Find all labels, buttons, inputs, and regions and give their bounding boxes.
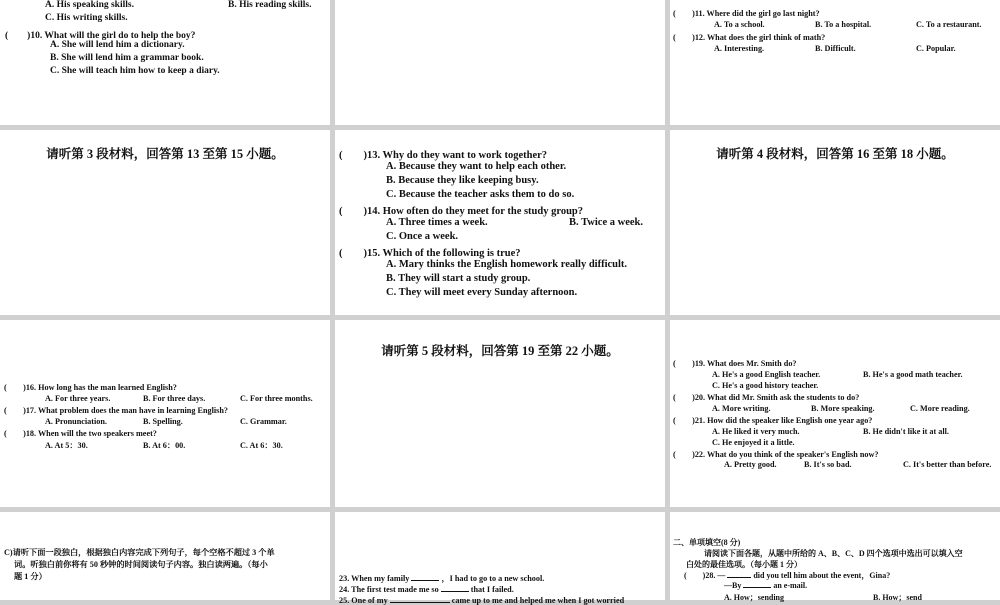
q9-option-b: B. His reading skills. <box>228 0 312 10</box>
single-choice-instruction-line1: 请阅读下面各题，从题中所给的 A、B、C、D 四个选项中选出可以填入空 <box>704 549 963 558</box>
q11-option-a: A. To a school. <box>714 20 765 29</box>
q14-option-a: A. Three times a week. <box>386 217 488 228</box>
q9-option-c: C. His writing skills. <box>45 13 128 23</box>
panel-section3-heading <box>0 130 330 315</box>
part-c-instruction-line1: C)请听下面一段独白，根据独白内容完成下列句子，每个空格不超过 3 个单 <box>4 548 275 557</box>
q10-question: ( )10. What will the girl do to help the boy? <box>5 31 196 41</box>
q9-option-a: A. His speaking skills. <box>45 0 134 10</box>
q22-option-c: C. It's better than before. <box>903 460 992 469</box>
q12-option-c: C. Popular. <box>916 44 956 53</box>
q23-text-after: ，I had to go to a new school. <box>441 574 545 583</box>
q20-question: ( )20. What did Mr. Smith ask the students to do? <box>673 393 860 402</box>
section-title-single-choice: 二、单项填空(8 分) <box>673 538 741 547</box>
q17-option-c: C. Grammar. <box>240 417 287 426</box>
q23-blank[interactable] <box>411 580 439 581</box>
q21-option-a: A. He liked it very much. <box>712 427 800 436</box>
q25-sentence <box>339 596 624 605</box>
q18-option-a: A. At 5：30. <box>45 441 88 450</box>
q22-question: ( )22. What do you think of the speaker's English now? <box>673 450 879 459</box>
q19-question: ( )19. What does Mr. Smith do? <box>673 359 797 368</box>
q20-option-c: C. More reading. <box>910 404 970 413</box>
q14-option-c: C. Once a week. <box>386 231 459 242</box>
q21-option-b: B. He didn't like it at all. <box>863 427 949 436</box>
q20-option-a: A. More writing. <box>712 404 771 413</box>
part-c-instruction-line2: 词。听独白前你将有 50 秒钟的时间阅读句子内容。独白读两遍。（每小 <box>14 560 268 569</box>
q18-option-c: C. At 6：30. <box>240 441 283 450</box>
q24-text-before: 24. The first test made me so <box>339 585 439 594</box>
q17-option-b: B. Spelling. <box>143 417 183 426</box>
q15-option-b: B. They will start a study group. <box>386 273 531 284</box>
q13-option-a: A. Because they want to help each other. <box>386 161 567 172</box>
q28-question <box>684 570 890 581</box>
q28-reply-blank[interactable] <box>743 587 771 588</box>
q14-option-b: B. Twice a week. <box>569 217 643 228</box>
section4-heading: 请听第 4 段材料，回答第 16 至第 18 小题。 <box>716 147 954 161</box>
panel-q9-q10 <box>0 0 330 125</box>
q10-option-a: A. She will lend him a dictionary. <box>50 40 185 50</box>
q19-option-b: B. He's a good math teacher. <box>863 370 963 379</box>
q13-question: ( )13. Why do they want to work together? <box>339 150 548 161</box>
single-choice-instruction-line2: 白处的最佳选项。（每小题 1 分） <box>686 560 802 569</box>
q28-option-a: A. How；sending <box>724 593 785 602</box>
section3-heading: 请听第 3 段材料，回答第 13 至第 15 小题。 <box>46 147 284 161</box>
q15-question: ( )15. Which of the following is true? <box>339 248 521 259</box>
q22-option-b: B. It's so bad. <box>804 460 852 469</box>
q24-blank[interactable] <box>441 591 469 592</box>
q23-sentence <box>339 573 544 584</box>
q13-option-c: C. Because the teacher asks them to do so. <box>386 189 575 200</box>
panel-q19-q22 <box>670 320 1000 507</box>
q24-text-after: that I failed. <box>470 585 514 594</box>
panel-part-c-instructions <box>0 512 330 600</box>
q28-reply-after: an e-mail. <box>773 581 808 590</box>
panel-section4-heading <box>670 130 1000 315</box>
q25-text-after: came up to me and helped me when I got worried <box>451 596 625 605</box>
q28-blank[interactable] <box>727 577 751 578</box>
panel-q13-q15 <box>335 130 665 315</box>
q21-option-c: C. He enjoyed it a little. <box>712 438 795 447</box>
q14-question: ( )14. How often do they meet for the study group? <box>339 206 584 217</box>
q11-question: ( )11. Where did the girl go last night? <box>673 9 820 18</box>
q10-option-c: C. She will teach him how to keep a diary. <box>50 66 220 76</box>
q28-text-after: did you tell him about the event，Gina? <box>753 571 891 580</box>
q11-option-b: B. To a hospital. <box>815 20 872 29</box>
q28-text-before: ( )28. — <box>684 571 726 580</box>
panel-q11-q12 <box>670 0 1000 125</box>
q17-option-a: A. Pronunciation. <box>45 417 107 426</box>
q12-option-b: B. Difficult. <box>815 44 856 53</box>
q16-question: ( )16. How long has the man learned English? <box>4 383 177 392</box>
q19-option-a: A. He's a good English teacher. <box>712 370 821 379</box>
q19-option-c: C. He's a good history teacher. <box>712 381 819 390</box>
q24-sentence <box>339 585 514 594</box>
section5-heading: 请听第 5 段材料，回答第 19 至第 22 小题。 <box>381 344 619 358</box>
q16-option-b: B. For three days. <box>143 394 206 403</box>
panel-single-choice <box>670 512 1000 600</box>
panel-q23-q25 <box>335 512 665 605</box>
q16-option-c: C. For three months. <box>240 394 313 403</box>
q18-question: ( )18. When will the two speakers meet? <box>4 429 157 438</box>
q10-option-b: B. She will lend him a grammar book. <box>50 53 204 63</box>
q12-option-a: A. Interesting. <box>714 44 765 53</box>
q22-option-a: A. Pretty good. <box>724 460 777 469</box>
panel-section5-heading <box>335 320 665 507</box>
q20-option-b: B. More speaking. <box>811 404 875 413</box>
q17-question: ( )17. What problem does the man have in learning English? <box>4 406 228 415</box>
q16-option-a: A. For three years. <box>45 394 111 403</box>
q11-option-c: C. To a restaurant. <box>916 20 982 29</box>
q15-option-a: A. Mary thinks the English homework really difficult. <box>386 259 628 270</box>
q18-option-b: B. At 6：00. <box>143 441 186 450</box>
q28-option-b: B. How；send <box>873 593 922 602</box>
q15-option-c: C. They will meet every Sunday afternoon. <box>386 287 578 298</box>
part-c-instruction-line3: 题 1 分） <box>14 572 47 581</box>
panel-blank-top <box>335 0 665 125</box>
q25-blank[interactable] <box>390 602 450 603</box>
q28-reply-before: —By <box>724 581 742 590</box>
q23-text-before: 23. When my family <box>339 574 410 583</box>
q13-option-b: B. Because they like keeping busy. <box>386 175 539 186</box>
panel-q16-q18 <box>0 320 330 507</box>
q21-question: ( )21. How did the speaker like English one year ago? <box>673 416 873 425</box>
q28-reply <box>724 581 807 590</box>
q25-text-before: 25. One of my <box>339 596 388 605</box>
q12-question: ( )12. What does the girl think of math? <box>673 33 826 42</box>
